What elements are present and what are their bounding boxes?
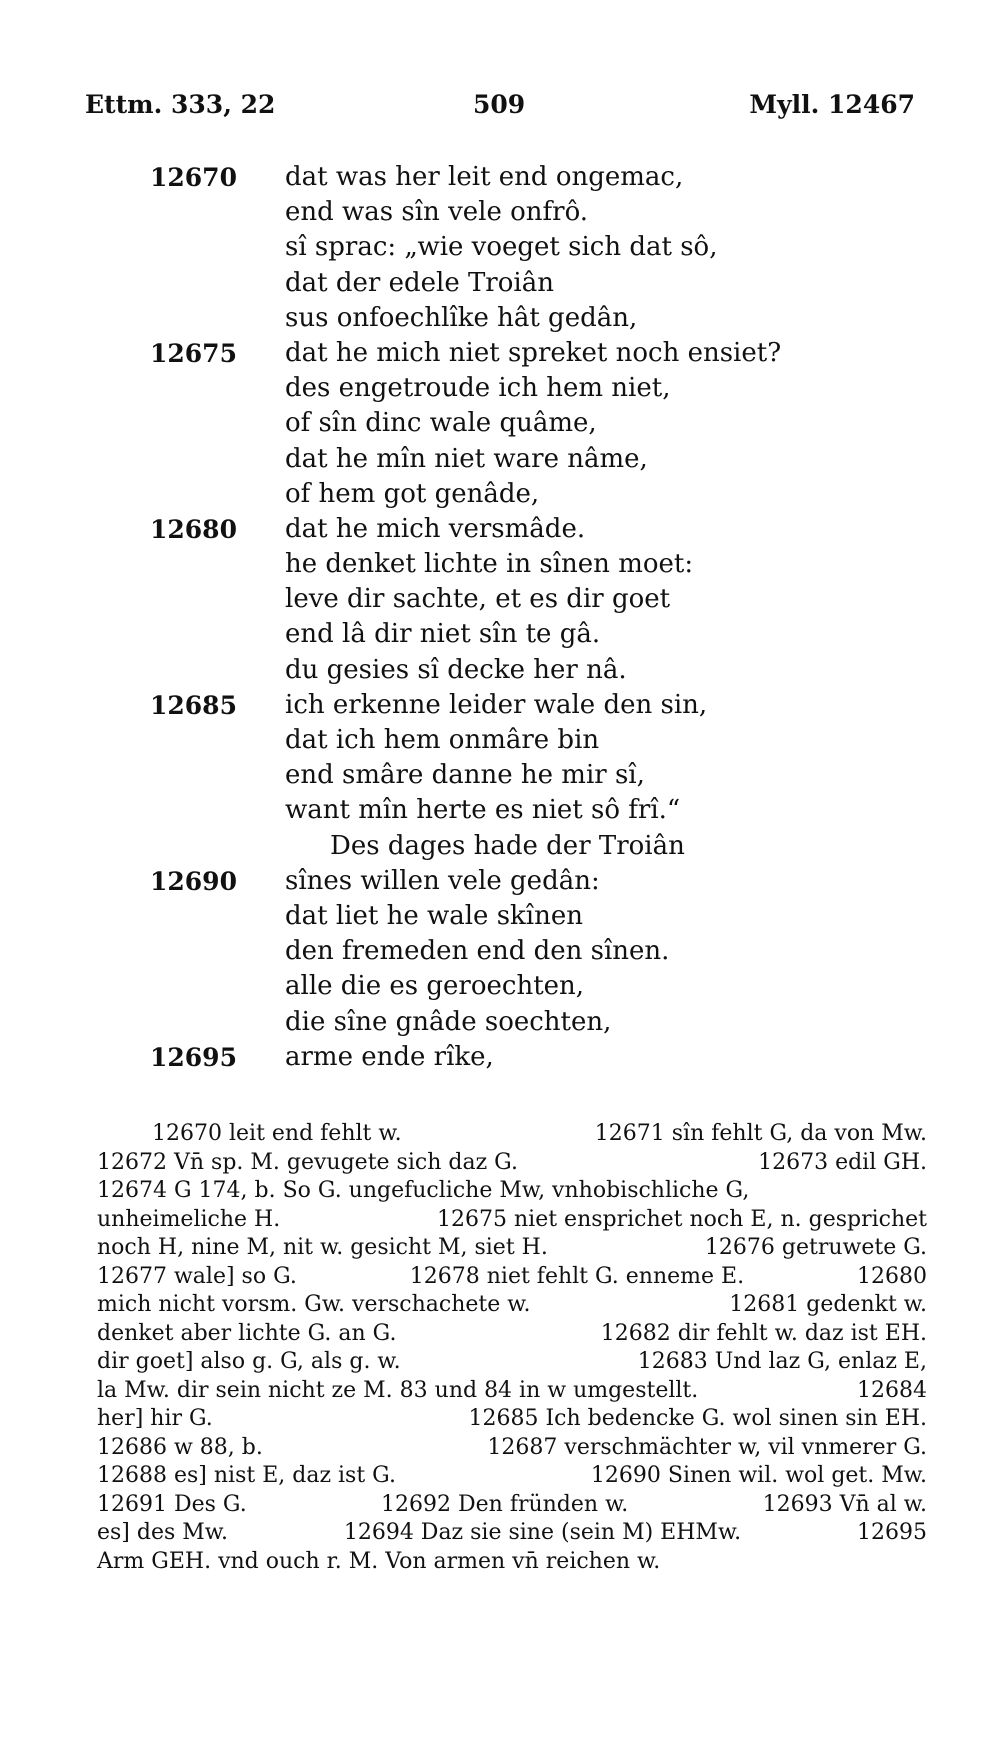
verse-text: dat he mich versmâde. [285, 513, 586, 544]
apparatus-entry: denket aber lichte G. an G. [97, 1320, 397, 1346]
apparatus-entry: 12681 gedenkt w. [729, 1292, 927, 1317]
apparatus-entry: dir goet] also g. G, als g. w. [97, 1349, 401, 1374]
apparatus-line [97, 1491, 927, 1520]
verse-text: end was sîn vele onfrô. [285, 197, 589, 228]
verse-text: des engetroude ich hem niet, [285, 373, 671, 404]
verse-line [0, 477, 1000, 512]
verse-text: leve dir sachte, et es dir goet [285, 584, 671, 615]
apparatus-entry: la Mw. dir sein nicht ze M. 83 und 84 in w umgestellt. [97, 1377, 699, 1403]
apparatus-entry: 12686 w 88, b. [97, 1434, 263, 1460]
apparatus-line [97, 1149, 927, 1178]
verse-line [0, 1005, 1000, 1040]
verse-text: ich erkenne leider wale den sin, [285, 689, 708, 720]
verse-text: he denket lichte in sînen moet: [285, 549, 694, 580]
verse-text: den fremeden end den sînen. [285, 936, 670, 967]
page-number: 509 [473, 90, 526, 119]
verse-text: dat liet he wale skînen [285, 900, 583, 931]
apparatus-entry: 12683 Und laz G, enlaz E, [637, 1349, 927, 1374]
verse-line [0, 758, 1000, 793]
verse-text: dat he mich niet spreket noch ensiet? [285, 337, 782, 368]
apparatus-entry: Arm GEH. vnd ouch r. M. Von armen vn̄ reichen w. [97, 1548, 661, 1574]
verse-line [0, 266, 1000, 301]
apparatus-entry: 12671 sîn fehlt G, da von Mw. [594, 1121, 927, 1146]
verse-text: dat he mîn niet ware nâme, [285, 443, 648, 474]
verse-line [0, 969, 1000, 1004]
apparatus-entry: mich nicht vorsm. Gw. verschachete w. [97, 1292, 531, 1317]
verse-text: dat ich hem onmâre bin [285, 725, 600, 755]
apparatus-entry: her] hir G. [97, 1406, 213, 1431]
apparatus-line [97, 1120, 927, 1149]
verse-text: end lâ dir niet sîn te gâ. [285, 619, 601, 650]
verse-line [0, 195, 1000, 230]
verse-text: alle die es geroechten, [285, 971, 585, 1002]
apparatus-line [97, 1434, 927, 1463]
verse-line [0, 442, 1000, 477]
verse-text: sînes willen vele gedân: [285, 865, 600, 896]
verse-text: arme ende rîke, [285, 1041, 494, 1072]
apparatus-entry: 12677 wale] so G. [97, 1263, 297, 1289]
verse-line [0, 230, 1000, 265]
apparatus-entry: 12695 [856, 1520, 927, 1545]
verse-line [0, 899, 1000, 934]
apparatus-line [97, 1462, 927, 1491]
verse-line [0, 793, 1000, 828]
verse-number: 12675 [150, 338, 237, 368]
verse-text: want mîn herte es niet sô frî.“ [285, 795, 681, 826]
apparatus-entry: noch H, nine M, nit w. gesicht M, siet H. [97, 1235, 548, 1260]
verse-text: Des dages hade der Troiân [330, 830, 685, 861]
verse-number: 12680 [150, 514, 237, 544]
verse-line [0, 301, 1000, 336]
verse-number: 12670 [150, 163, 237, 192]
verse-line [0, 934, 1000, 969]
apparatus-entry: 12682 dir fehlt w. daz ist EH. [600, 1320, 927, 1346]
verse-text: dat der edele Troiân [285, 267, 554, 298]
verse-number: 12695 [150, 1042, 237, 1072]
apparatus-entry: 12692 Den fründen w. [381, 1491, 629, 1517]
apparatus-entry: 12694 Daz sie sine (sein M) EHMw. [343, 1520, 742, 1545]
verse-line [0, 336, 1000, 371]
apparatus-line [97, 1291, 927, 1320]
verse-line [0, 160, 1000, 195]
verse-line [0, 723, 1000, 758]
apparatus-entry: unheimeliche H. [97, 1206, 281, 1232]
apparatus-entry: 12690 Sinen wil. wol get. Mw. [590, 1463, 927, 1488]
apparatus-entry: 12674 G 174, b. So G. ungefucliche Mw, vnhobischliche G, [97, 1178, 750, 1203]
verse-line [0, 864, 1000, 899]
apparatus-entry: 12688 es] nist E, daz ist G. [97, 1463, 396, 1488]
apparatus-line [97, 1377, 927, 1406]
verse-line [0, 547, 1000, 582]
apparatus-line [97, 1320, 927, 1349]
apparatus-entry: 12678 niet fehlt G. enneme E. [409, 1263, 745, 1289]
apparatus-entry: 12687 verschmächter w, vil vnmerer G. [487, 1434, 927, 1460]
verse-line [0, 582, 1000, 617]
apparatus-entry: 12675 niet ensprichet noch E, n. gesprichet [437, 1206, 927, 1232]
verse-line [0, 1040, 1000, 1075]
header-right-reference: Myll. 12467 [749, 90, 915, 119]
verse-text: sus onfoechlîke hât gedân, [285, 302, 638, 333]
apparatus-line [97, 1348, 927, 1377]
apparatus-line [97, 1405, 927, 1434]
verse-text: die sîne gnâde soechten, [285, 1006, 612, 1037]
verse-text: du gesies sî decke her nâ. [285, 654, 627, 685]
verse-line [0, 829, 1000, 864]
verse-text: end smâre danne he mir sî, [285, 760, 645, 791]
apparatus-line [97, 1177, 927, 1206]
header-left-reference: Ettm. 333, 22 [85, 90, 276, 119]
apparatus-line [97, 1234, 927, 1263]
apparatus-line [97, 1206, 927, 1235]
apparatus-line [97, 1263, 927, 1292]
verse-line [0, 617, 1000, 652]
page-header [85, 90, 915, 130]
apparatus-entry: 12685 Ich bedencke G. wol sinen sin EH. [468, 1406, 927, 1431]
verse-text: dat was her leit end ongemac, [285, 162, 684, 192]
verse-line [0, 406, 1000, 441]
apparatus-line [97, 1548, 927, 1577]
verse-block [0, 160, 1000, 1075]
verse-line [0, 371, 1000, 406]
verse-line [0, 688, 1000, 723]
verse-text: of hem got genâde, [285, 478, 540, 509]
verse-line [0, 512, 1000, 547]
apparatus-entry: es] des Mw. [97, 1520, 229, 1545]
apparatus-entry: 12693 Vn̄ al w. [762, 1491, 927, 1517]
verse-number: 12690 [150, 866, 237, 896]
verse-number: 12685 [150, 690, 237, 720]
verse-line [0, 653, 1000, 688]
apparatus-entry: 12691 Des G. [97, 1491, 247, 1517]
critical-apparatus [97, 1120, 927, 1576]
verse-text: sî sprac: „wie voeget sich dat sô, [285, 232, 718, 263]
verse-text: of sîn dinc wale quâme, [285, 408, 597, 439]
apparatus-entry: 12676 getruwete G. [704, 1235, 927, 1260]
apparatus-entry: 12680 [856, 1263, 927, 1289]
apparatus-entry: 12684 [857, 1377, 927, 1403]
apparatus-entry: 12672 Vn̄ sp. M. gevugete sich daz G. [97, 1149, 518, 1175]
apparatus-entry: 12673 edil GH. [758, 1149, 927, 1175]
apparatus-line [97, 1519, 927, 1548]
apparatus-entry: 12670 leit end fehlt w. [152, 1121, 402, 1146]
